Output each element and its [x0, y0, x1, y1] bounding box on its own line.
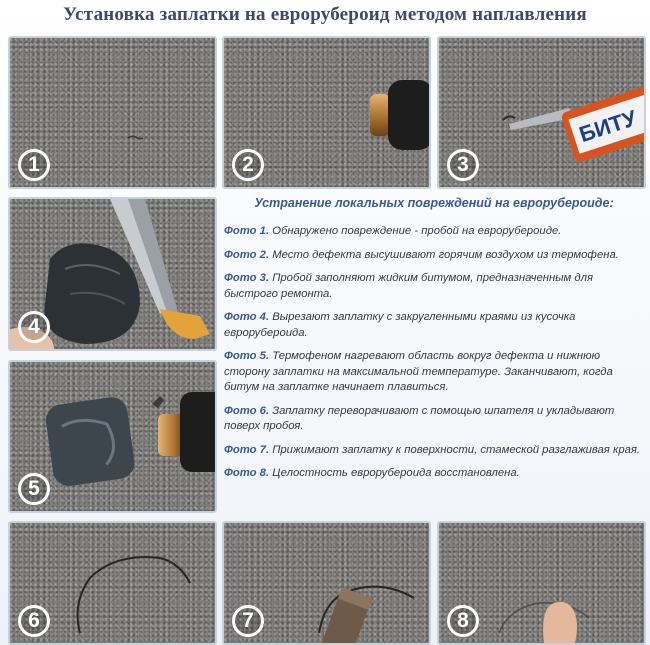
instructions-heading: Устранение локальных повреждений на еврорубероиде: [254, 196, 614, 210]
step-text: Заплатку переворачивают с помощью шпателя и укладывают поверх пробоя. [224, 404, 615, 432]
step-label: Фото 7. [224, 443, 270, 456]
photo-number-badge: 5 [18, 473, 50, 505]
photo-7 [222, 521, 431, 645]
step-text: Место дефекта высушивают горячим воздухом из термофена. [272, 248, 619, 261]
photo-number-badge: 6 [18, 605, 50, 637]
step-label: Фото 1. [224, 225, 270, 237]
photo-number-badge: 3 [447, 149, 479, 181]
step-text: Обнаружено повреждение - пробой на еврорубероиде. [272, 225, 562, 237]
instruction-step [224, 466, 644, 482]
photo-2 [222, 36, 431, 189]
photo-5 [8, 360, 217, 513]
instruction-step [224, 349, 644, 396]
step-text: Термофеном нагревают область вокруг дефекта и нижнюю сторону заплатки на максимальной температуре. Заканчивают, когда битум на заплатке начинает плавиться. [224, 350, 613, 393]
step-label: Фото 5. [224, 350, 270, 362]
instruction-step [224, 404, 644, 435]
step-label: Фото 4. [224, 311, 270, 323]
page-title: Установка заплатки на еврорубероид методом наплавления [63, 4, 587, 25]
step-text: Прижимают заплатку к поверхности, стамеской разглаживая края. [272, 443, 641, 456]
instructions-list [224, 224, 644, 490]
step-text: Целостность еврорубероида восстановлена. [272, 467, 520, 479]
photo-number-badge: 2 [232, 149, 264, 181]
photo-8 [437, 521, 646, 645]
instruction-step [224, 224, 644, 240]
photo-3 [437, 36, 646, 189]
photo-number-badge: 4 [18, 311, 50, 343]
tube-label: БИТУ [576, 105, 640, 148]
step-label: Фото 3. [224, 272, 270, 284]
photo-number-badge: 8 [447, 605, 479, 637]
step-label: Фото 2. [224, 248, 270, 261]
photo-6 [8, 521, 217, 645]
instruction-step [224, 310, 644, 341]
step-text: Пробой заполняют жидким битумом, предназначенным для быстрого ремонта. [224, 272, 594, 300]
step-label: Фото 6. [224, 404, 270, 417]
step-label: Фото 8. [224, 467, 270, 479]
instruction-step [224, 443, 644, 459]
photo-number-badge: 1 [18, 149, 50, 181]
photo-1 [8, 36, 217, 189]
photo-4 [8, 197, 217, 351]
instruction-step [224, 248, 644, 264]
instruction-step [224, 271, 644, 302]
photo-number-badge: 7 [232, 605, 264, 637]
step-text: Вырезают заплатку с закругленными краями из кусочка еврорубероида. [224, 311, 576, 339]
